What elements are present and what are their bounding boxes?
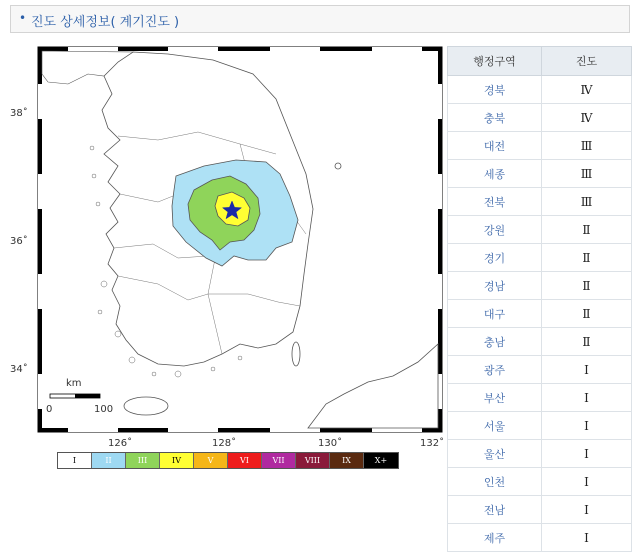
region-cell[interactable]: 전북 <box>448 188 542 216</box>
legend-cell: V <box>194 453 228 468</box>
region-cell[interactable]: 울산 <box>448 440 542 468</box>
table-row <box>448 216 632 244</box>
intensity-legend <box>57 452 399 469</box>
level-cell: Ⅳ <box>542 76 632 104</box>
region-cell[interactable]: 경남 <box>448 272 542 300</box>
level-cell: Ⅰ <box>542 384 632 412</box>
lat-label-36: 36˚ <box>10 236 28 247</box>
tsushima-island <box>292 342 300 366</box>
section-header <box>10 5 630 33</box>
table-row <box>448 356 632 384</box>
table-row <box>448 468 632 496</box>
table-row <box>448 272 632 300</box>
region-column-header: 행정구역 <box>448 47 542 76</box>
level-cell: Ⅰ <box>542 524 632 552</box>
table-row <box>448 496 632 524</box>
region-cell[interactable]: 충북 <box>448 104 542 132</box>
level-cell: Ⅰ <box>542 468 632 496</box>
legend-cell: IV <box>160 453 194 468</box>
region-cell[interactable]: 전남 <box>448 496 542 524</box>
legend-cell: VIII <box>296 453 330 468</box>
legend-cell: VI <box>228 453 262 468</box>
level-cell: Ⅲ <box>542 132 632 160</box>
intensity-map <box>8 44 444 472</box>
table-row <box>448 76 632 104</box>
level-cell: Ⅱ <box>542 244 632 272</box>
level-cell: Ⅳ <box>542 104 632 132</box>
region-cell[interactable]: 광주 <box>448 356 542 384</box>
table-row <box>448 524 632 552</box>
legend-cell: X+ <box>364 453 398 468</box>
legend-cell: VII <box>262 453 296 468</box>
table-row <box>448 300 632 328</box>
intensity-table <box>447 46 632 552</box>
legend-cell: III <box>126 453 160 468</box>
table-row <box>448 188 632 216</box>
scale-end: 100 <box>94 404 114 415</box>
map-svg <box>8 44 444 472</box>
level-cell: Ⅱ <box>542 272 632 300</box>
lon-label-130: 130˚ <box>318 438 343 449</box>
scale-start: 0 <box>46 404 53 415</box>
scale-unit: km <box>66 378 82 389</box>
level-column-header: 진도 <box>542 47 632 76</box>
region-cell[interactable]: 대전 <box>448 132 542 160</box>
level-cell: Ⅲ <box>542 188 632 216</box>
level-cell: Ⅰ <box>542 356 632 384</box>
legend-cell: I <box>58 453 92 468</box>
jeju-island <box>124 397 168 415</box>
region-cell[interactable]: 서울 <box>448 412 542 440</box>
table-row <box>448 412 632 440</box>
level-cell: Ⅰ <box>542 440 632 468</box>
table-row <box>448 104 632 132</box>
ulleung-island <box>335 163 341 169</box>
level-cell: Ⅲ <box>542 160 632 188</box>
bullet-icon: • <box>19 11 27 25</box>
table-row <box>448 132 632 160</box>
scale-bar <box>50 394 100 398</box>
level-cell: Ⅱ <box>542 300 632 328</box>
region-cell[interactable]: 부산 <box>448 384 542 412</box>
lon-label-132: 132˚ <box>420 438 444 449</box>
lat-label-34: 34˚ <box>10 364 28 375</box>
region-cell[interactable]: 인천 <box>448 468 542 496</box>
region-cell[interactable]: 세종 <box>448 160 542 188</box>
region-cell[interactable]: 경기 <box>448 244 542 272</box>
lat-label-38: 38˚ <box>10 108 28 119</box>
region-cell[interactable]: 대구 <box>448 300 542 328</box>
table-row <box>448 328 632 356</box>
region-cell[interactable]: 경북 <box>448 76 542 104</box>
table-row <box>448 384 632 412</box>
level-cell: Ⅱ <box>542 328 632 356</box>
lon-label-126: 126˚ <box>108 438 133 449</box>
table-row <box>448 244 632 272</box>
level-cell: Ⅰ <box>542 496 632 524</box>
legend-cell: II <box>92 453 126 468</box>
level-cell: Ⅰ <box>542 412 632 440</box>
region-cell[interactable]: 강원 <box>448 216 542 244</box>
lon-label-128: 128˚ <box>212 438 237 449</box>
region-cell[interactable]: 충남 <box>448 328 542 356</box>
table-row <box>448 440 632 468</box>
section-title: 진도 상세정보( 계기진도 ) <box>31 15 180 30</box>
region-cell[interactable]: 제주 <box>448 524 542 552</box>
table-row <box>448 160 632 188</box>
level-cell: Ⅱ <box>542 216 632 244</box>
table-header-row <box>448 47 632 76</box>
legend-cell: IX <box>330 453 364 468</box>
